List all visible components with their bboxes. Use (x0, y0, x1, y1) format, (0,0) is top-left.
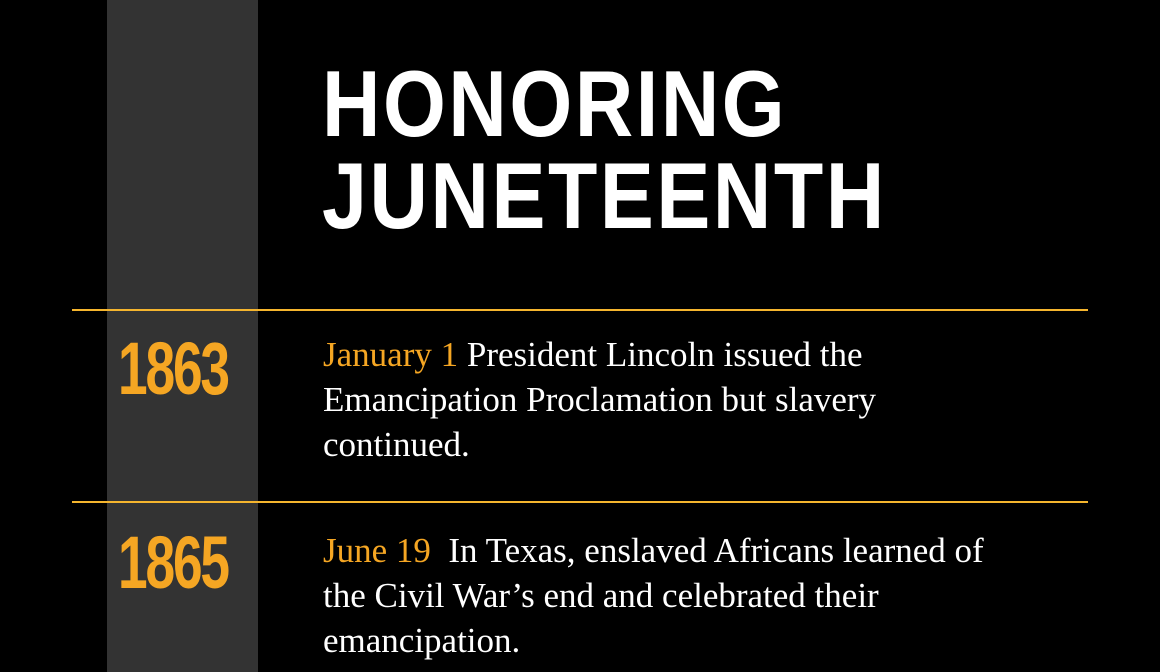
divider-1863 (72, 309, 1088, 311)
entry-date-1865: June 19 (323, 531, 431, 570)
year-1865: 1865 (118, 521, 228, 604)
entry-text-1865: In Texas, enslaved Africans learned of the Civil War’s end and celebrated their emancipation. (323, 531, 984, 660)
entry-1863 (323, 332, 1023, 467)
entry-1865 (323, 528, 1023, 663)
entry-date-1863: January 1 (323, 335, 459, 374)
title-line-2: JUNETEENTH (322, 143, 887, 248)
entry-text-1863: President Lincoln issued the Emancipation Proclamation but slavery continued. (323, 335, 877, 464)
page-title (322, 51, 887, 248)
title-line-1: HONORING (322, 51, 788, 156)
divider-1865 (72, 501, 1088, 503)
year-1863: 1863 (118, 327, 228, 410)
